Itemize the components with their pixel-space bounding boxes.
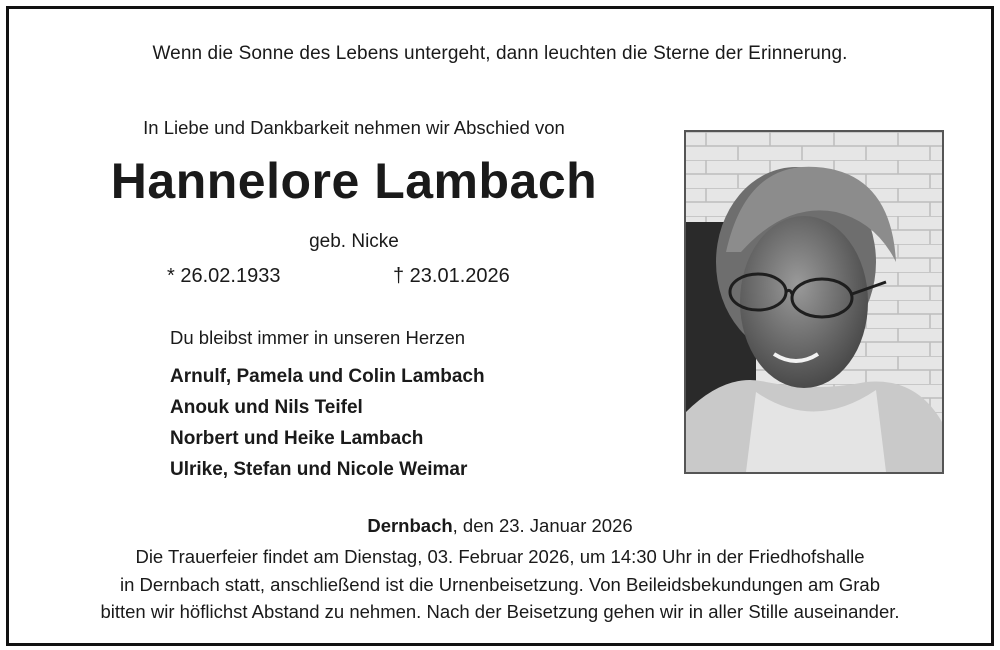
place-and-date	[9, 515, 991, 537]
motto: Wenn die Sonne des Lebens untergeht, dann leuchten die Sterne der Erinnerung.	[152, 43, 848, 64]
details-line: in Dernbach statt, anschließend ist die Urnenbeisetzung. Von Beileidsbekundungen am Grab	[120, 573, 880, 595]
family-member: Norbert und Heike Lambach	[170, 428, 424, 449]
family-member: Anouk und Nils Teifel	[170, 397, 363, 418]
date-text: , den 23. Januar 2026	[452, 515, 633, 536]
obituary-notice	[6, 6, 994, 646]
portrait-photo	[684, 130, 944, 474]
family-member: Arnulf, Pamela und Colin Lambach	[170, 366, 485, 387]
birth-name: geb. Nicke	[309, 231, 399, 252]
family-member: Ulrike, Stefan und Nicole Weimar	[170, 459, 468, 480]
place: Dernbach	[367, 515, 453, 536]
deceased-name: Hannelore Lambach	[110, 153, 598, 209]
details-line: Die Trauerfeier findet am Dienstag, 03. Februar 2026, um 14:30 Uhr in der Friedhofshalle	[135, 546, 865, 567]
birth-date: * 26.02.1933	[167, 265, 281, 287]
death-date: † 23.01.2026	[393, 265, 510, 287]
tagline: Du bleibst immer in unseren Herzen	[170, 327, 466, 348]
funeral-details	[9, 543, 991, 626]
family-list	[170, 361, 485, 485]
details-line: bitten wir höflichst Abstand zu nehmen. Nach der Beisetzung gehen wir in aller Stille auseinander.	[100, 601, 900, 622]
intro-text: In Liebe und Dankbarkeit nehmen wir Abschied von	[143, 117, 565, 138]
